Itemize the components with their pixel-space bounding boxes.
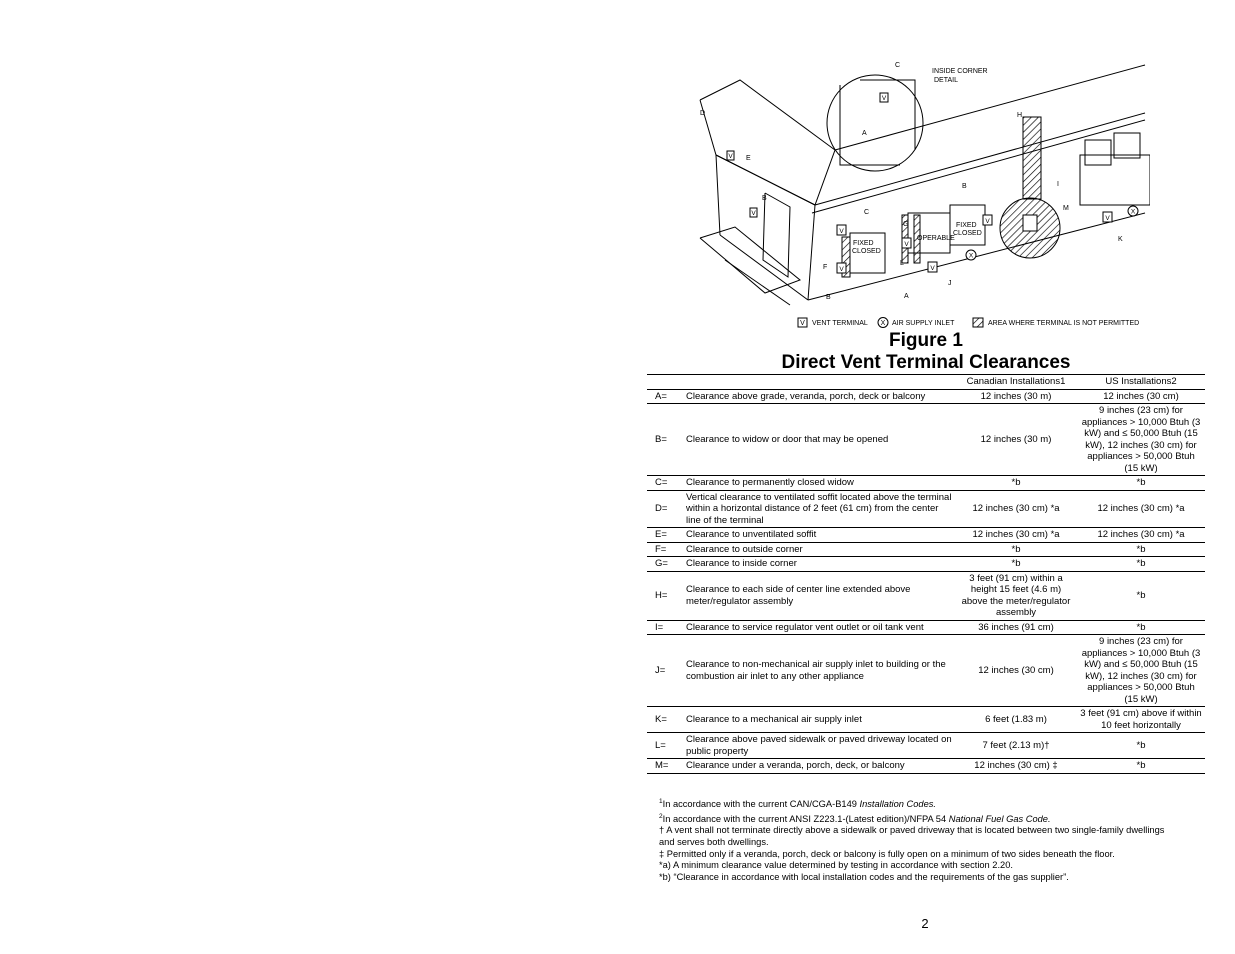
label-c: C bbox=[864, 209, 870, 216]
footnotes bbox=[659, 796, 1179, 883]
row-us: *b bbox=[1077, 476, 1205, 491]
label-m: M bbox=[1063, 205, 1069, 212]
row-description: Clearance to widow or door that may be opened bbox=[683, 404, 955, 476]
footnote-1-marker: 1 bbox=[659, 798, 663, 805]
svg-text:V: V bbox=[904, 241, 909, 248]
air-supply-inlet-icon bbox=[1128, 206, 1138, 216]
row-us: *b bbox=[1077, 542, 1205, 557]
footnote-star-b: *b) “Clearance in accordance with local installation codes and the requirements of the gas supplier”. bbox=[659, 871, 1069, 882]
table-row bbox=[647, 528, 1205, 543]
row-code: F= bbox=[647, 542, 683, 557]
row-code: C= bbox=[647, 476, 683, 491]
footnote-1 bbox=[659, 796, 1179, 811]
row-canadian: 12 inches (30 cm) *a bbox=[955, 528, 1077, 543]
row-canadian: *b bbox=[955, 542, 1077, 557]
row-code: G= bbox=[647, 557, 683, 572]
row-code: E= bbox=[647, 528, 683, 543]
row-canadian: 12 inches (30 m) bbox=[955, 404, 1077, 476]
label-k: K bbox=[1118, 236, 1123, 243]
vent-terminal-icon bbox=[880, 93, 888, 102]
label-f: F bbox=[823, 264, 828, 271]
legend-air-label: AIR SUPPLY INLET bbox=[892, 320, 955, 327]
table-row bbox=[647, 404, 1205, 476]
svg-text:V: V bbox=[985, 218, 990, 225]
row-canadian: 12 inches (30 m) bbox=[955, 389, 1077, 404]
footnote-1-text: In accordance with the current CAN/CGA-B149 bbox=[662, 799, 860, 810]
row-canadian: 7 feet (2.13 m)† bbox=[955, 733, 1077, 759]
legend-area-label: AREA WHERE TERMINAL IS NOT PERMITTED bbox=[988, 320, 1140, 327]
row-us: *b bbox=[1077, 620, 1205, 635]
table-row bbox=[647, 759, 1205, 774]
label-a: A bbox=[904, 293, 909, 300]
row-description: Clearance to outside corner bbox=[683, 542, 955, 557]
row-us: *b bbox=[1077, 733, 1205, 759]
table-row bbox=[647, 490, 1205, 528]
hatch-swatch-icon bbox=[973, 318, 983, 327]
footnote-double-dagger: ‡ Permitted only if a veranda, porch, deck or balcony is fully open on a minimum of two sides beneath the floor. bbox=[659, 848, 1115, 859]
row-canadian: *b bbox=[955, 476, 1077, 491]
label-b-3: B bbox=[962, 183, 967, 190]
footnote-2-text: In accordance with the current ANSI Z223.1-(Latest edition)/NFPA 54 bbox=[662, 813, 949, 824]
row-description: Clearance to a mechanical air supply inlet bbox=[683, 707, 955, 733]
svg-text:V: V bbox=[881, 95, 887, 102]
row-description: Clearance to non-mechanical air supply inlet to building or the combustion air inlet to any other appliance bbox=[683, 635, 955, 707]
row-code: J= bbox=[647, 635, 683, 707]
legend-vent-label: VENT TERMINAL bbox=[812, 320, 868, 327]
header-description bbox=[683, 375, 955, 390]
fixed-label-2: FIXED bbox=[956, 222, 977, 229]
label-g: G bbox=[903, 221, 909, 228]
row-code: B= bbox=[647, 404, 683, 476]
row-canadian: 12 inches (30 cm) *a bbox=[955, 490, 1077, 528]
table-row bbox=[647, 542, 1205, 557]
footnote-2-italic: National Fuel Gas Code. bbox=[948, 813, 1051, 824]
vent-terminal-icon bbox=[727, 151, 734, 160]
svg-text:X: X bbox=[968, 252, 974, 260]
label-h: H bbox=[1017, 112, 1023, 119]
vent-terminal-icon bbox=[928, 262, 937, 272]
label-j: J bbox=[948, 280, 952, 287]
row-code: M= bbox=[647, 759, 683, 774]
label-c-detail: C bbox=[895, 62, 901, 69]
legend-air-symbol: X bbox=[880, 320, 886, 327]
row-code: I= bbox=[647, 620, 683, 635]
fixed-label: FIXED bbox=[853, 240, 874, 247]
row-canadian: 6 feet (1.83 m) bbox=[955, 707, 1077, 733]
closed-label: CLOSED bbox=[852, 248, 881, 255]
row-description: Clearance under a veranda, porch, deck, or balcony bbox=[683, 759, 955, 774]
label-e: E bbox=[746, 155, 751, 162]
label-a-detail: A bbox=[862, 130, 867, 137]
label-d: D bbox=[700, 110, 706, 117]
figure-subtitle: Direct Vent Terminal Clearances bbox=[781, 352, 1071, 373]
footnote-1-italic: Installation Codes. bbox=[859, 799, 936, 810]
table-row bbox=[647, 571, 1205, 620]
row-us: *b bbox=[1077, 571, 1205, 620]
footnote-2-marker: 2 bbox=[659, 812, 663, 820]
table-header-row bbox=[647, 375, 1205, 390]
row-description: Clearance above paved sidewalk or paved driveway located on public property bbox=[683, 733, 955, 759]
closed-label-2: CLOSED bbox=[953, 230, 982, 237]
table-row bbox=[647, 620, 1205, 635]
svg-text:V: V bbox=[839, 228, 844, 235]
svg-text:V: V bbox=[1105, 215, 1110, 222]
table-row bbox=[647, 557, 1205, 572]
vent-terminal-icon bbox=[837, 263, 846, 273]
row-us: 9 inches (23 cm) for appliances > 10,000 Btuh (3 kW) and ≤ 50,000 Btuh (15 kW), 12 inches (30 cm) for appliances > 50,000 Btuh (15 kW) bbox=[1077, 635, 1205, 707]
svg-text:X: X bbox=[1130, 208, 1136, 216]
row-description: Clearance to each side of center line extended above meter/regulator assembly bbox=[683, 571, 955, 620]
row-description: Vertical clearance to ventilated soffit located above the terminal within a horizontal distance of 2 feet (61 cm) from the center line of the terminal bbox=[683, 490, 955, 528]
svg-text:V: V bbox=[751, 210, 756, 217]
row-code: D= bbox=[647, 490, 683, 528]
header-code bbox=[647, 375, 683, 390]
row-canadian: 3 feet (91 cm) within a height 15 feet (4.6 m) above the meter/regulator assembly bbox=[955, 571, 1077, 620]
header-us: US Installations2 bbox=[1077, 375, 1205, 390]
legend-vent-symbol: V bbox=[800, 320, 805, 327]
row-canadian: 12 inches (30 cm) ‡ bbox=[955, 759, 1077, 774]
svg-text:V: V bbox=[839, 266, 844, 273]
vent-clearance-diagram bbox=[690, 55, 1150, 330]
table-row bbox=[647, 476, 1205, 491]
row-canadian: *b bbox=[955, 557, 1077, 572]
svg-text:V: V bbox=[930, 265, 935, 272]
label-l: L bbox=[900, 260, 904, 267]
row-description: Clearance to unventilated soffit bbox=[683, 528, 955, 543]
row-code: K= bbox=[647, 707, 683, 733]
row-code: H= bbox=[647, 571, 683, 620]
table-row bbox=[647, 733, 1205, 759]
figure-legend bbox=[798, 318, 1139, 328]
row-canadian: 36 inches (91 cm) bbox=[955, 620, 1077, 635]
page-number: 2 bbox=[921, 916, 929, 931]
label-i: I bbox=[1057, 181, 1059, 188]
footnote-dagger: † A vent shall not terminate directly above a sidewalk or paved driveway that is located between two single-family dwellings and serves both dwellings. bbox=[659, 825, 1165, 847]
table-row bbox=[647, 635, 1205, 707]
svg-text:V: V bbox=[728, 153, 733, 160]
row-code: L= bbox=[647, 733, 683, 759]
table-row bbox=[647, 389, 1205, 404]
row-canadian: 12 inches (30 cm) bbox=[955, 635, 1077, 707]
row-us: 12 inches (30 cm) *a bbox=[1077, 528, 1205, 543]
row-description: Clearance above grade, veranda, porch, deck or balcony bbox=[683, 389, 955, 404]
footnote-star-a: *a) A minimum clearance value determined by testing in accordance with section 2.20. bbox=[659, 860, 1013, 871]
row-description: Clearance to permanently closed widow bbox=[683, 476, 955, 491]
row-description: Clearance to service regulator vent outlet or oil tank vent bbox=[683, 620, 955, 635]
header-canadian: Canadian Installations1 bbox=[955, 375, 1077, 390]
label-b-2: B bbox=[826, 294, 831, 301]
row-code: A= bbox=[647, 389, 683, 404]
row-description: Clearance to inside corner bbox=[683, 557, 955, 572]
row-us: *b bbox=[1077, 759, 1205, 774]
vent-terminal-icon bbox=[750, 208, 757, 217]
row-us: *b bbox=[1077, 557, 1205, 572]
clearance-table bbox=[647, 374, 1205, 774]
inside-corner-label: INSIDE CORNER bbox=[932, 68, 988, 75]
row-us: 9 inches (23 cm) for appliances > 10,000 Btuh (3 kW) and ≤ 50,000 Btuh (15 kW), 12 inches (30 cm) for appliances > 50,000 Btuh (15 kW) bbox=[1077, 404, 1205, 476]
detail-label: DETAIL bbox=[934, 77, 958, 84]
figure-title: Figure 1 bbox=[889, 330, 963, 351]
row-us: 12 inches (30 cm) bbox=[1077, 389, 1205, 404]
vent-terminal-icon bbox=[983, 215, 992, 225]
operable-label: OPERABLE bbox=[917, 235, 955, 242]
air-supply-inlet-icon bbox=[966, 250, 976, 260]
footnote-2 bbox=[659, 811, 1179, 826]
vent-terminal-icon bbox=[837, 225, 846, 235]
label-b: B bbox=[762, 195, 767, 202]
vent-terminal-icon bbox=[902, 238, 911, 248]
table-row bbox=[647, 707, 1205, 733]
row-us: 3 feet (91 cm) above if within 10 feet horizontally bbox=[1077, 707, 1205, 733]
row-us: 12 inches (30 cm) *a bbox=[1077, 490, 1205, 528]
vent-terminal-icon bbox=[1103, 212, 1112, 222]
